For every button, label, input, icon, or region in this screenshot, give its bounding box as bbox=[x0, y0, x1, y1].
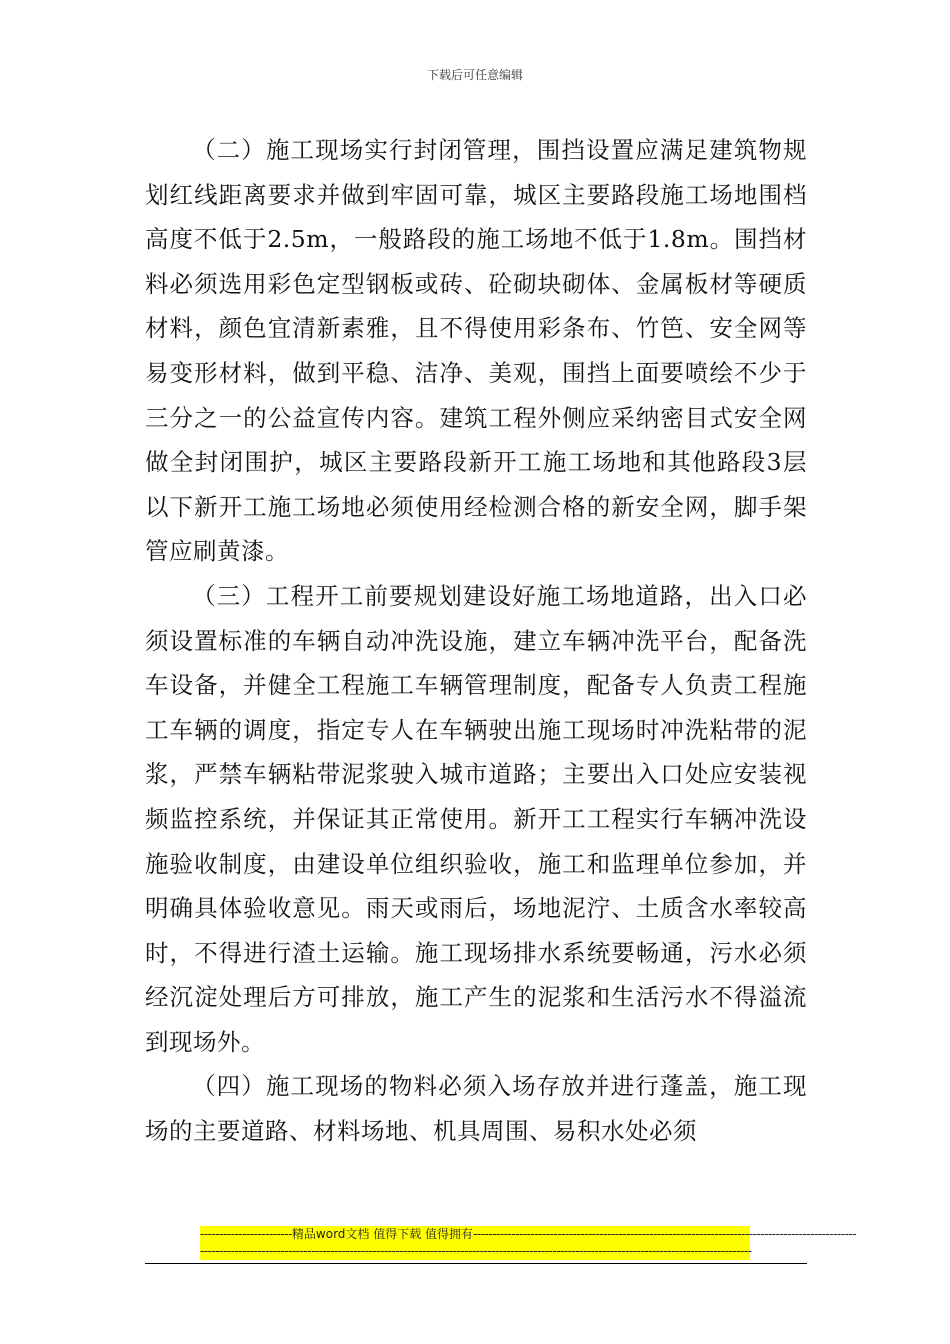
footer-banner-line-1 bbox=[200, 1226, 857, 1243]
paragraph-4: （四）施工现场的物料必须入场存放并进行蓬盖，施工现场的主要道路、材料场地、机具周围、易积水处必须 bbox=[145, 1072, 807, 1146]
paragraph-2: （二）施工现场实行封闭管理，围挡设置应满足建筑物规划红线距离要求并做到牢固可靠，城区主要路段施工场地围档高度不低于2.5m，一般路段的施工场地不低于1.8m。围挡材料必须选用彩色定型钢板或砖、砼砌块砌体、金属板材等硬质材料，颜色宜清新素雅，且不得使用彩条布、竹笆、安全网等易变形材料，做到平稳、洁净、美观，围挡上面要喷绘不少于三分之一的公益宣传内容。建筑工程外侧应采纳密目式安全网做全封闭围护，城区主要路段新开工施工场地和其他路段3层以下新开工施工场地必须使用经检测合格的新安全网，脚手架管应刷黄漆。 bbox=[145, 136, 807, 566]
footer-trail-dashes: ---------------------------------------------------------------------------------------------------- bbox=[473, 1227, 857, 1241]
paragraph-3: （三）工程开工前要规划建设好施工场地道路，出入口必须设置标准的车辆自动冲洗设施，建立车辆冲洗平台，配备洗车设备，并健全工程施工车辆管理制度，配备专人负责工程施工车辆的调度，指定专人在车辆驶出施工现场时冲洗粘带的泥浆，严禁车辆粘带泥浆驶入城市道路；主要出入口处应安装视频监控系统，并保证其正常使用。新开工工程实行车辆冲洗设施验收制度，由建设单位组织验收，施工和监理单位参加，并明确具体验收意见。雨天或雨后，场地泥泞、土质含水率较高时，不得进行渣土运输。施工现场排水系统要畅通，污水必须经沉淀处理后方可排放，施工产生的泥浆和生活污水不得溢流到现场外。 bbox=[145, 581, 807, 1056]
document-body bbox=[145, 128, 807, 1154]
page-header-note: 下载后可任意编辑 bbox=[426, 68, 523, 82]
footer-label: 精品word文档 值得下载 值得拥有 bbox=[291, 1227, 474, 1241]
footer-divider bbox=[145, 1263, 807, 1264]
footer-lead-dashes: ------------------------ bbox=[200, 1227, 292, 1241]
footer-banner-line-2: ------------------------------------------------------------------------------------------------------------------------------------------------ bbox=[200, 1244, 752, 1258]
footer-banner bbox=[200, 1226, 857, 1260]
